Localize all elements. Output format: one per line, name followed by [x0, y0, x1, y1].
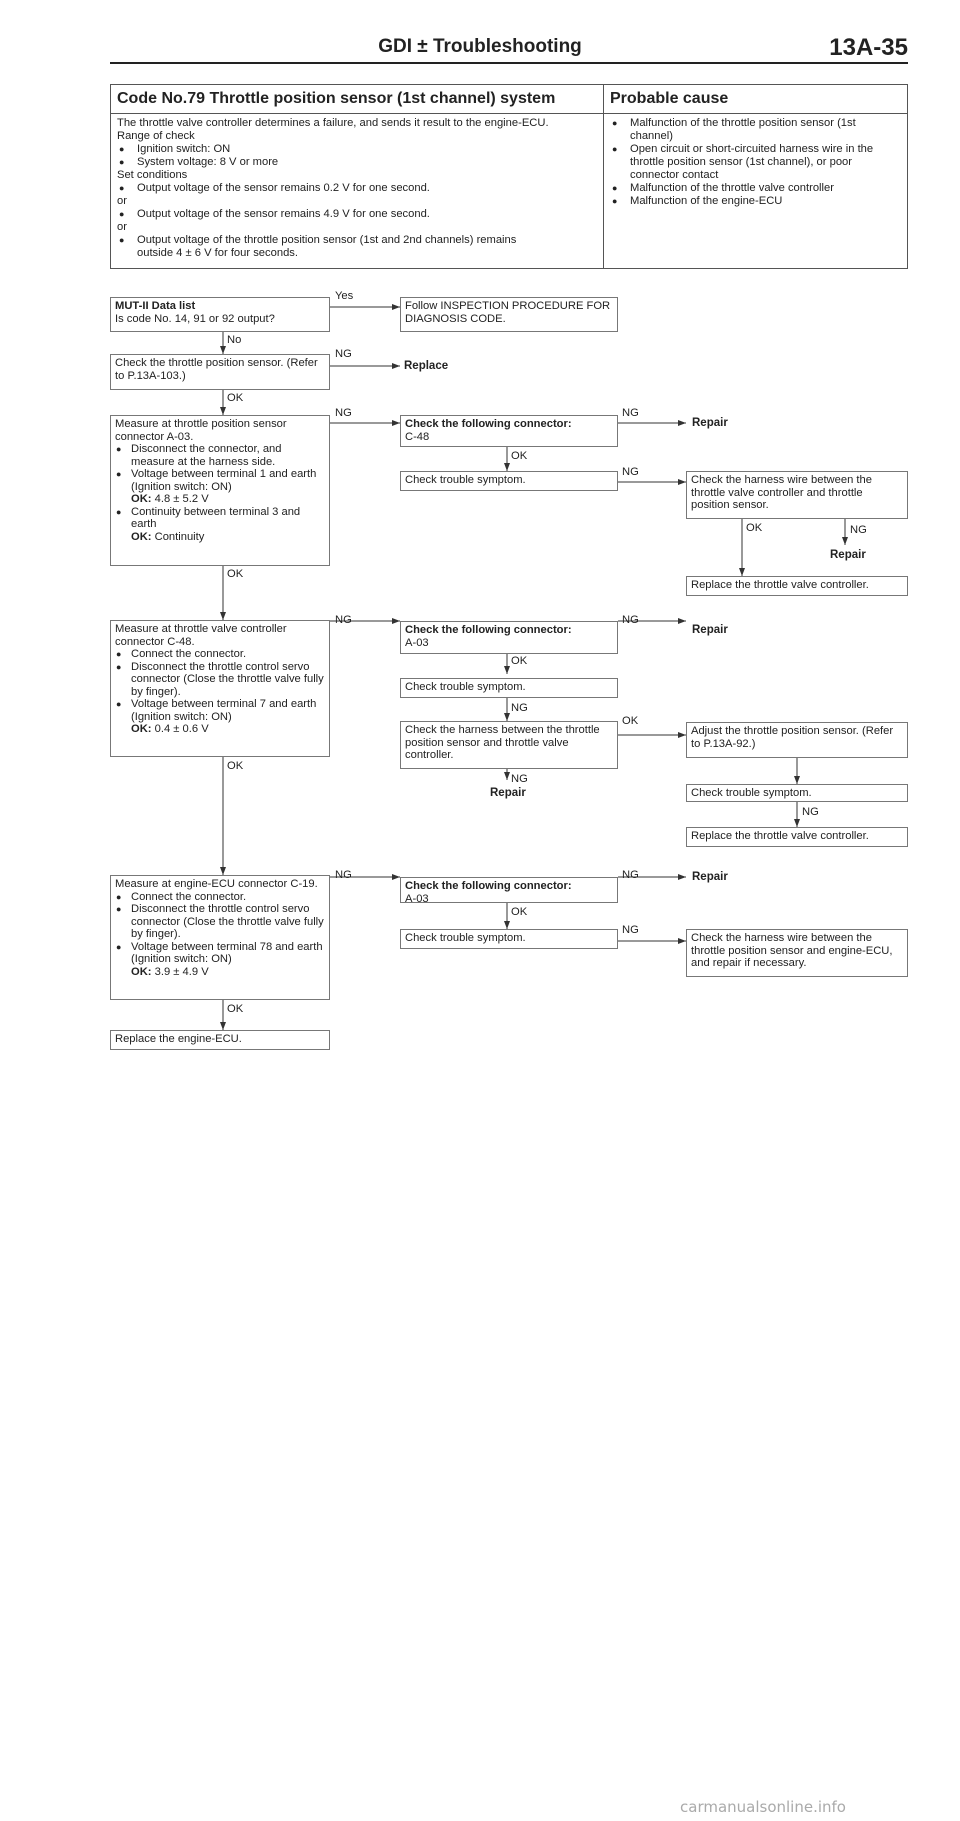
list-item [115, 468, 325, 506]
value: Continuity [154, 530, 205, 543]
ng-label: NG [622, 614, 639, 626]
repair-label: Repair [692, 417, 728, 429]
list-item: ● Output voltage of the sensor remains 0.2 V for one second. [117, 182, 597, 195]
list-item: ● Disconnect the throttle control servo connector (Close the throttle valve fully by finger). [115, 661, 325, 699]
ng-label: NG [335, 869, 352, 881]
ok-label: OK [622, 715, 639, 727]
box-text: Is code No. 14, 91 or 92 output? [115, 312, 275, 325]
ng-label: NG [622, 466, 639, 478]
box-title: Check the following connector: [405, 880, 572, 892]
ok-criterion: OK: [131, 493, 152, 505]
page-title: GDI ± Troubleshooting [378, 36, 582, 57]
list-item: ● Malfunction of the throttle valve controller [610, 182, 901, 195]
check-connector-c48-box [400, 415, 618, 447]
ok-label: OK [511, 655, 528, 667]
cause-title: Probable cause [604, 85, 908, 114]
replace-ecu-box: Replace the engine-ECU. [110, 1030, 330, 1050]
range-label: Range of check [117, 130, 195, 142]
value: 0.4 ± 0.6 V [154, 723, 209, 735]
box-title: Check the following connector: [405, 418, 572, 430]
list-item: ● Disconnect the connector, and measure at the harness side. [115, 443, 325, 468]
ng-label: NG [622, 924, 639, 936]
ok-label: OK [511, 906, 528, 918]
check-trouble-box: Check trouble symptom. [400, 471, 618, 491]
list-item: ● Connect the connector. [115, 891, 325, 904]
check-trouble-box: Check trouble symptom. [400, 929, 618, 949]
check-tps-box: Check the throttle position sensor. (Refer to P.13A-103.) [110, 354, 330, 390]
list-item: ● Malfunction of the engine-ECU [610, 195, 901, 208]
ng-label: NG [335, 407, 352, 419]
ng-label: NG [850, 524, 867, 536]
inspection-procedure-box: Follow INSPECTION PROCEDURE FOR DIAGNOSIS CODE. [400, 297, 618, 332]
ok-label: OK [227, 760, 244, 772]
step-text: Voltage between terminal 78 and earth (Ignition switch: ON) [131, 940, 323, 965]
replace-tvc-box: Replace the throttle valve controller. [686, 576, 908, 596]
list-item: ● Ignition switch: ON [117, 143, 597, 156]
repair-label: Repair [692, 624, 728, 636]
step-text: (Ignition switch: ON) [131, 480, 232, 493]
step-list [115, 648, 325, 736]
ok-criterion: OK: [131, 965, 152, 978]
footer-watermark: carmanualsonline.info [680, 1798, 846, 1816]
box-text: Measure at throttle valve controller connector C-48. [115, 623, 287, 648]
value: 3.9 ± 4.9 V [154, 965, 209, 978]
check-connector-a03-box [400, 877, 618, 903]
check-harness-tps-ecu-box: Check the harness wire between the throttle position sensor and engine-ECU, and repair if necessary. [686, 929, 908, 977]
box-title: Check the following connector: [405, 624, 572, 636]
adjust-tps-box: Adjust the throttle position sensor. (Refer to P.13A-92.) [686, 722, 908, 758]
value: 4.8 ± 5.2 V [154, 493, 209, 505]
repair-label: Repair [692, 871, 728, 883]
check-harness-tps-tvc-box: Check the harness between the throttle position sensor and throttle valve controller. [400, 721, 618, 769]
replace-tvc-box: Replace the throttle valve controller. [686, 827, 908, 847]
list-item [115, 506, 325, 544]
list-item [115, 941, 325, 979]
measure-tvc-connector-box [110, 620, 330, 757]
yes-label: Yes [335, 290, 354, 302]
box-title: MUT-II Data list [115, 300, 196, 312]
repair-label: Repair [830, 549, 866, 561]
ng-label: NG [335, 614, 352, 626]
ng-label: NG [802, 806, 819, 818]
ok-criterion: OK: [131, 530, 152, 543]
box-text: C-48 [405, 430, 430, 443]
ng-label: NG [622, 407, 639, 419]
step-list [115, 891, 325, 979]
measure-tps-connector-box [110, 415, 330, 566]
step-list [115, 443, 325, 543]
box-text: A-03 [405, 636, 429, 649]
step-text: Voltage between terminal 7 and earth [131, 698, 317, 710]
box-text: Measure at throttle position sensor connector A-03. [115, 418, 287, 443]
check-trouble-box: Check trouble symptom. [686, 784, 908, 802]
ok-label: OK [511, 450, 528, 462]
box-text: Measure at engine-ECU connector C-19. [115, 878, 318, 890]
ng-label: NG [511, 773, 528, 785]
list-item: ● Open circuit or short-circuited harness wire in the throttle position sensor (1st channel), or poor connector contact [610, 143, 901, 182]
check-harness-tvc-tps-box: Check the harness wire between the throttle valve controller and throttle position sensor. [686, 471, 908, 519]
list-item: ● Disconnect the throttle control servo connector (Close the throttle valve fully by finger). [115, 903, 325, 941]
list-item: ● Output voltage of the sensor remains 4.9 V for one second. [117, 208, 597, 221]
step-text: Continuity between terminal 3 and earth [131, 505, 301, 530]
no-label: No [227, 334, 242, 346]
ok-label: OK [227, 568, 244, 580]
replace-label: Replace [404, 360, 449, 372]
check-trouble-box: Check trouble symptom. [400, 678, 618, 698]
box-text: A-03 [405, 892, 429, 905]
ok-criterion: OK: [131, 723, 152, 735]
or-text: or [117, 221, 127, 233]
step-text: (Ignition switch: ON) [131, 710, 232, 723]
ng-label: NG [622, 869, 639, 881]
list-item [115, 698, 325, 736]
ok-label: OK [227, 392, 244, 404]
ok-label: OK [746, 522, 763, 534]
mut-data-list-box [110, 297, 330, 332]
code-title: Code No.79 Throttle position sensor (1st channel) system [111, 85, 604, 114]
ng-label: NG [335, 348, 352, 360]
desc-text: The throttle valve controller determines a failure, and sends it result to the engine-ECU. [117, 117, 549, 129]
ok-label: OK [227, 1003, 244, 1015]
list-item: ● Connect the connector. [115, 648, 325, 661]
or-text: or [117, 195, 127, 207]
ng-label: NG [511, 702, 528, 714]
list-item: ● Output voltage of the throttle position sensor (1st and 2nd channels) remains [117, 234, 597, 247]
page-number: 13A-35 [829, 34, 908, 61]
measure-ecu-connector-box [110, 875, 330, 1000]
list-item: ● Malfunction of the throttle position sensor (1st channel) [610, 117, 901, 143]
check-connector-a03-box [400, 621, 618, 654]
step-text: Voltage between terminal 1 and earth [131, 468, 317, 480]
cond3-cont: outside 4 ± 6 V for four seconds. [137, 247, 298, 259]
repair-label: Repair [490, 787, 526, 799]
list-item: ● System voltage: 8 V or more [117, 156, 597, 169]
set-label: Set conditions [117, 169, 188, 181]
